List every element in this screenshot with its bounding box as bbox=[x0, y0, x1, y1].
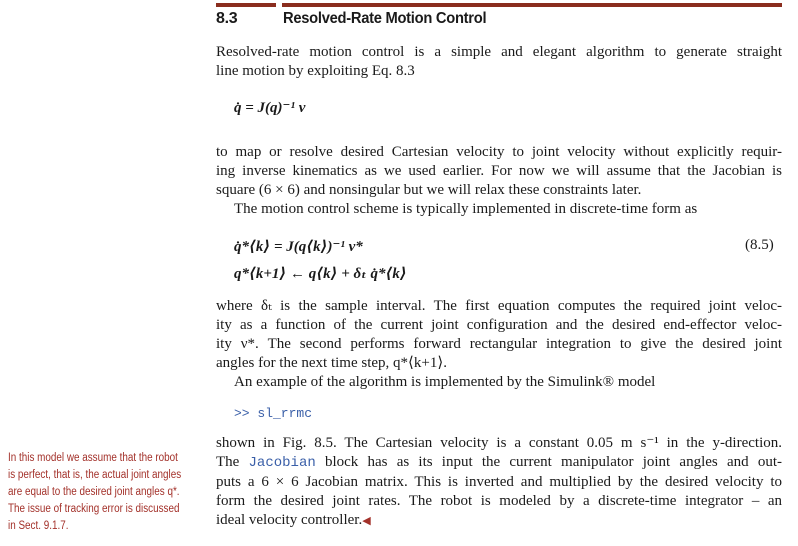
paragraph-example bbox=[216, 373, 782, 392]
margin-note-line: In this model we assume that the robot bbox=[8, 452, 178, 464]
equation-resolved-rate: q̇ = J(q)⁻¹ ν bbox=[234, 100, 306, 116]
text-line: ing inverse kinematics as we used earlier. For now we will assume that the Jacobian is bbox=[216, 163, 782, 179]
text-line: form the desired joint rates. The robot is modeled by a discrete-time integrator – an bbox=[216, 493, 782, 509]
paragraph-where bbox=[216, 297, 782, 373]
equation-8-5-line-1: q̇*⟨k⟩ = J(q⟨k⟩)⁻¹ ν* bbox=[234, 239, 363, 255]
paragraph-resolve bbox=[216, 143, 782, 200]
text-line: angles for the next time step, q*⟨k+1⟩. bbox=[216, 355, 447, 371]
text-fragment: The bbox=[216, 454, 249, 470]
text-line: The motion control scheme is typically implemented in discrete-time form as bbox=[234, 201, 698, 217]
code-command: >> sl_rrmc bbox=[234, 406, 313, 421]
text-line: puts a 6 × 6 Jacobian matrix. This is inverted and multiplied by the desired velocity to bbox=[216, 474, 782, 490]
jacobian-block-name: Jacobian bbox=[248, 455, 316, 471]
text-line: line motion by exploiting Eq. 8.3 bbox=[216, 63, 415, 79]
section-title-rule bbox=[282, 3, 782, 7]
paragraph-simulink bbox=[216, 434, 782, 531]
text-line: where δₜ is the sample interval. The first equation computes the required joint veloc- bbox=[216, 298, 782, 314]
text-line: Resolved-rate motion control is a simple and elegant algorithm to generate straight bbox=[216, 44, 782, 60]
text-line: ity ν*. The second performs forward rectangular integration to give the desired joint bbox=[216, 336, 782, 352]
margin-note-line: are equal to the desired joint angles q*. bbox=[8, 486, 180, 498]
text-line: ity as a function of the current joint configuration and the desired end-effector veloc- bbox=[216, 317, 782, 333]
text-line: square (6 × 6) and nonsingular but we will relax these constraints later. bbox=[216, 182, 642, 198]
margin-note-line: The issue of tracking error is discussed bbox=[8, 503, 180, 515]
text-line bbox=[216, 453, 782, 473]
text-line bbox=[216, 511, 782, 531]
section-number-rule bbox=[216, 3, 276, 7]
text-fragment: block has as its input the current manipulator joint angles and out- bbox=[315, 454, 782, 470]
equation-number: (8.5) bbox=[745, 237, 774, 253]
end-note-triangle-icon: ◀ bbox=[362, 515, 371, 527]
margin-note-line: in Sect. 9.1.7. bbox=[8, 520, 69, 532]
text-line: to map or resolve desired Cartesian velocity to joint velocity without explicitly requir- bbox=[216, 144, 782, 160]
text-fragment: ideal velocity controller. bbox=[216, 512, 363, 528]
equation-8-5-line-2: q*⟨k+1⟩ ← q⟨k⟩ + δₜ q̇*⟨k⟩ bbox=[234, 266, 407, 282]
text-line: shown in Fig. 8.5. The Cartesian velocity is a constant 0.05 m s⁻¹ in the y-direction. bbox=[216, 435, 782, 451]
paragraph-intro bbox=[216, 43, 782, 81]
section-number: 8.3 bbox=[216, 10, 238, 27]
paragraph-discrete-time bbox=[216, 200, 782, 219]
section-title: Resolved-Rate Motion Control bbox=[283, 10, 487, 27]
text-line: An example of the algorithm is implemented by the Simulink® model bbox=[234, 374, 656, 390]
margin-note-line: is perfect, that is, the actual joint angles bbox=[8, 469, 182, 481]
margin-note bbox=[8, 450, 199, 535]
